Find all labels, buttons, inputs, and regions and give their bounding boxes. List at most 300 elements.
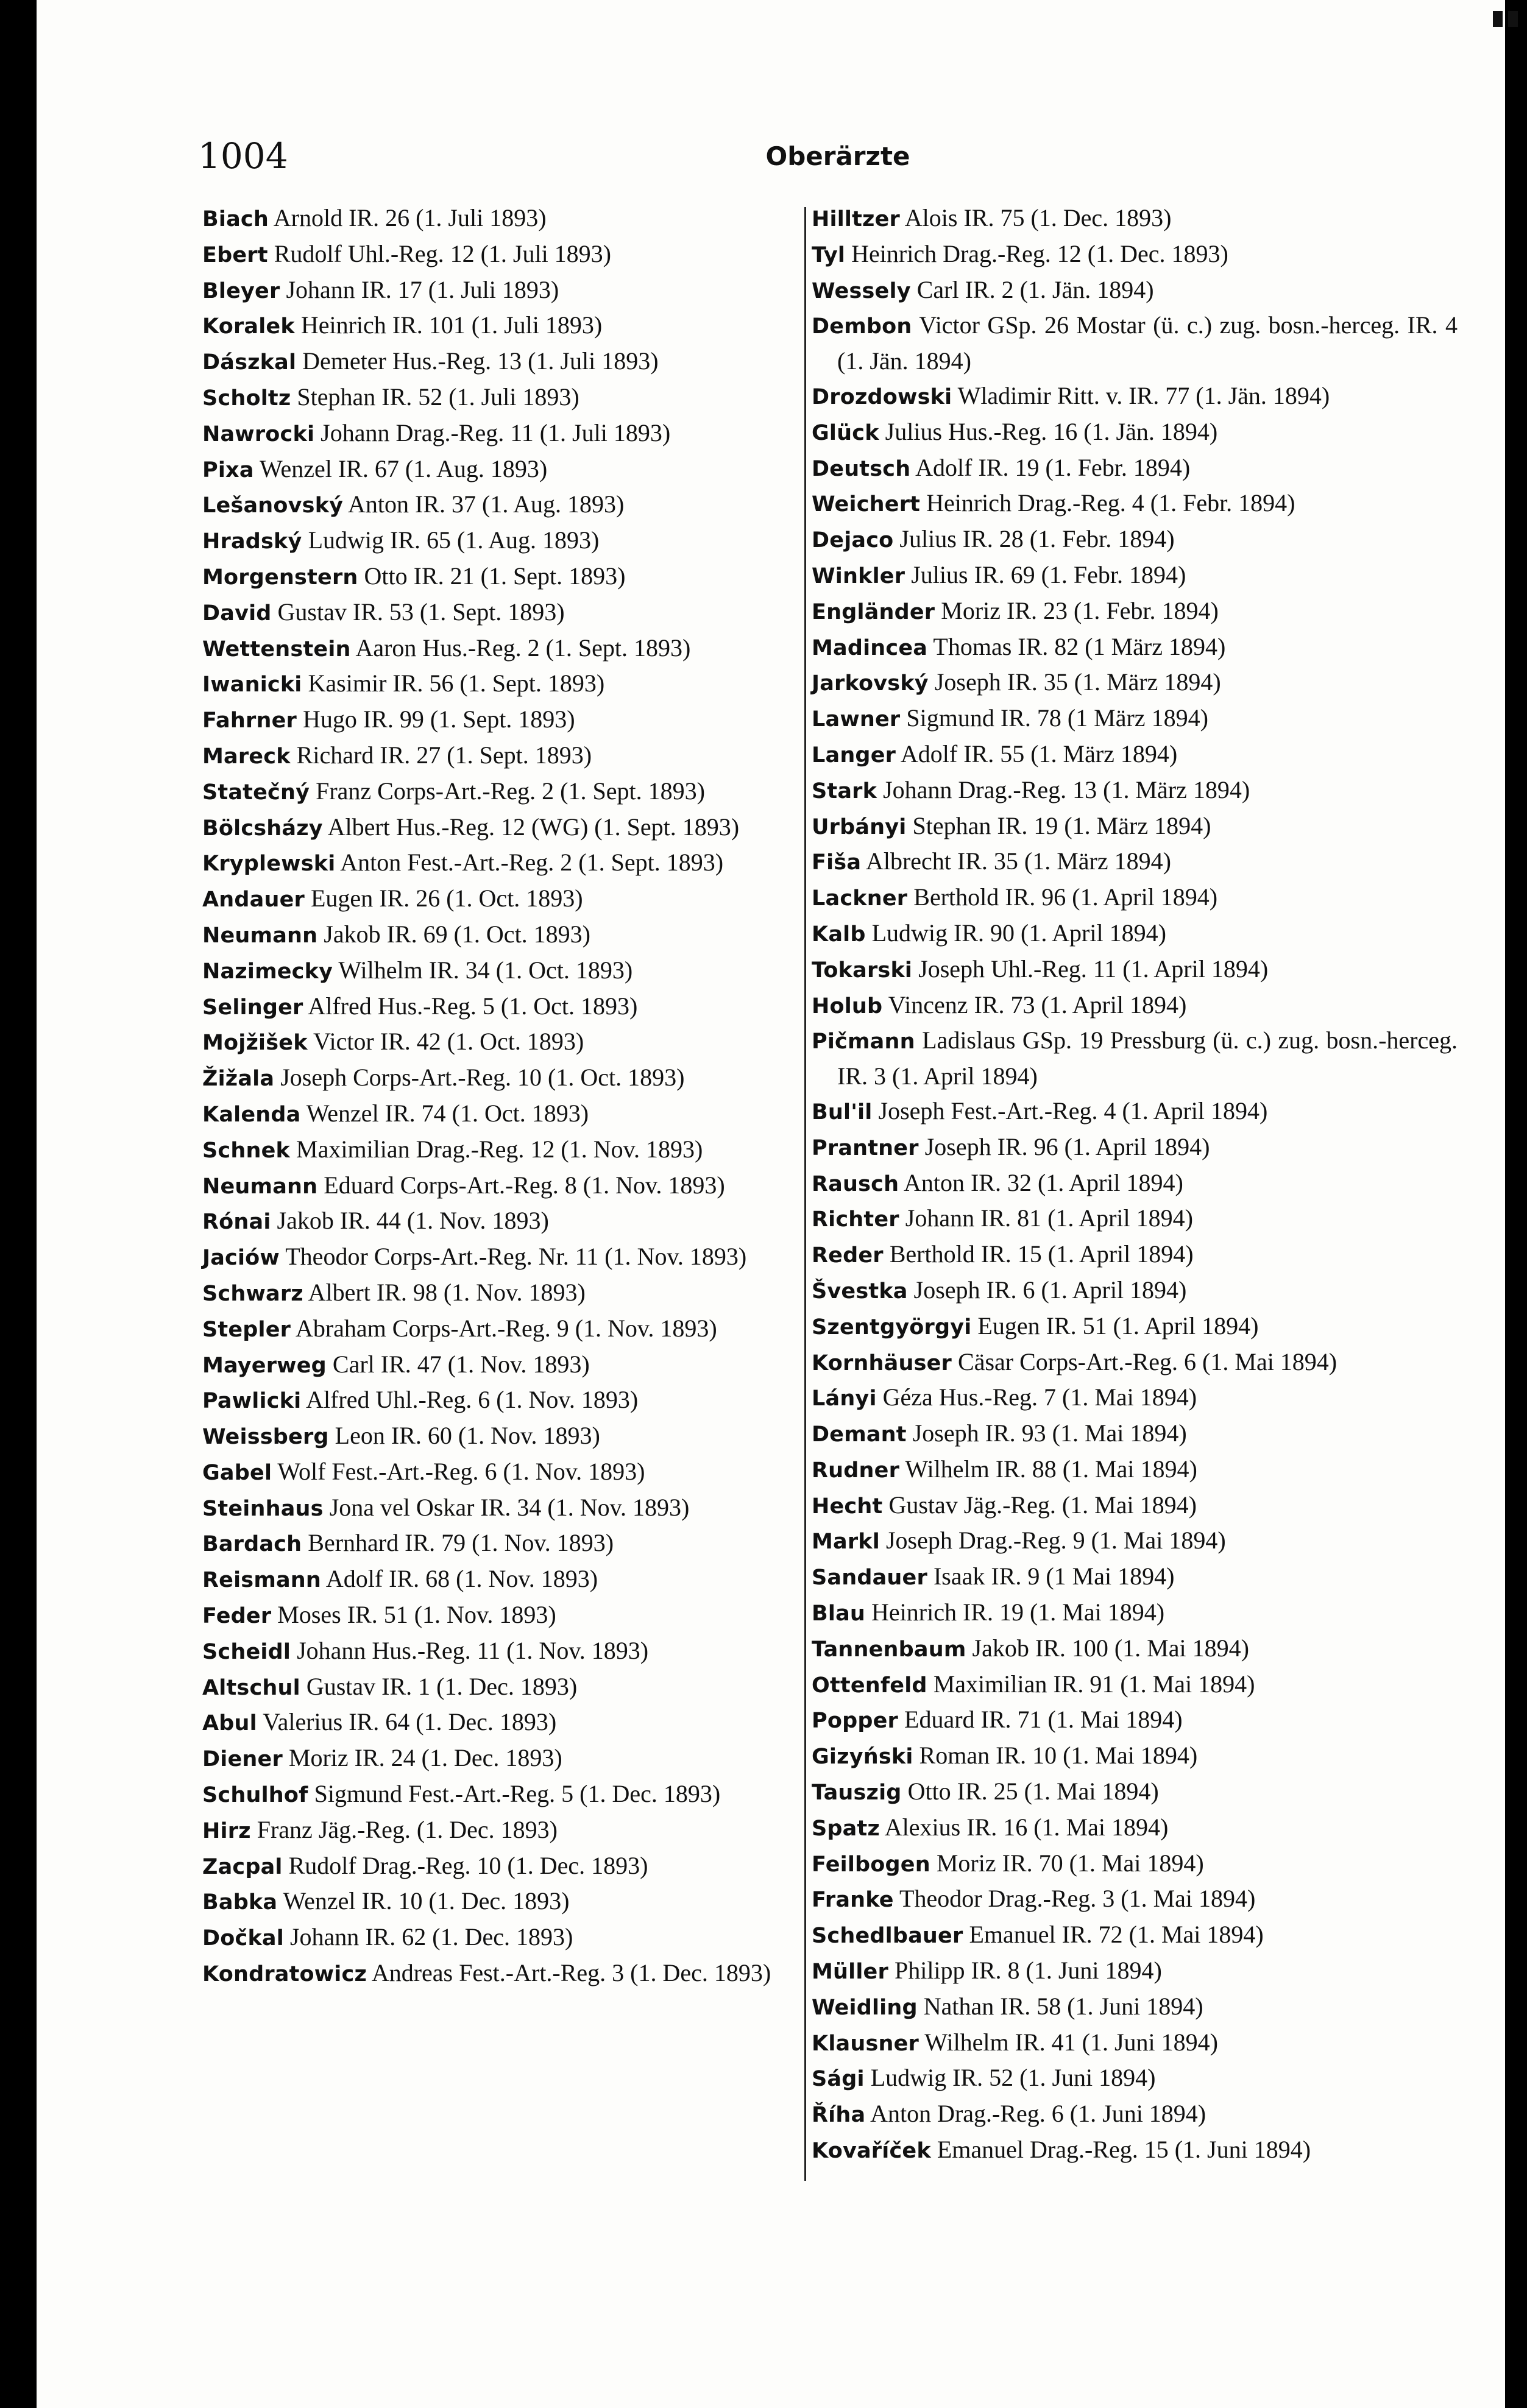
- entry-surname: Ebert: [202, 242, 268, 267]
- entry-details: Arnold IR. 26 (1. Juli 1893): [273, 204, 547, 231]
- scan-marker: [1493, 11, 1503, 27]
- entry-surname: Schwarz: [202, 1281, 303, 1306]
- entry-details: Isaak IR. 9 (1 Mai 1894): [933, 1562, 1175, 1591]
- entry-details: Eduard IR. 71 (1. Mai 1894): [904, 1706, 1183, 1734]
- entry-details: Heinrich IR. 101 (1. Juli 1893): [300, 311, 603, 339]
- right-column: [812, 201, 1458, 2169]
- entry-details: Andreas Fest.-Art.-Reg. 3 (1. Dec. 1893): [371, 1959, 771, 1987]
- list-entry: [202, 953, 823, 989]
- entry-surname: Tauszig: [812, 1781, 902, 1806]
- list-entry: [812, 1201, 1458, 1237]
- list-entry: [812, 1130, 1458, 1166]
- entry-details: Sigmund IR. 78 (1 März 1894): [906, 704, 1208, 732]
- entry-surname: Žižala: [202, 1067, 275, 1092]
- entry-surname: Popper: [812, 1709, 899, 1734]
- list-entry: [202, 1312, 823, 1347]
- entry-details: Wenzel IR. 67 (1. Aug. 1893): [259, 454, 548, 482]
- entry-details: Albert Hus.-Reg. 12 (WG) (1. Sept. 1893): [327, 813, 740, 841]
- entry-details: Joseph IR. 35 (1. März 1894): [934, 668, 1221, 696]
- entry-surname: Demant: [812, 1422, 907, 1447]
- list-entry: [202, 487, 823, 523]
- entry-surname: Diener: [202, 1747, 283, 1772]
- list-entry: [202, 416, 823, 452]
- entry-details: Leon IR. 60 (1. Nov. 1893): [335, 1422, 600, 1450]
- list-entry: [202, 308, 823, 344]
- list-entry: [812, 988, 1458, 1024]
- entry-details: Adolf IR. 68 (1. Nov. 1893): [325, 1565, 598, 1593]
- list-entry: [812, 1524, 1458, 1559]
- entry-surname: Jaciów: [202, 1246, 280, 1271]
- entry-surname: Weidling: [812, 1995, 918, 2020]
- list-entry: [202, 1419, 823, 1455]
- list-entry: [812, 1237, 1458, 1273]
- list-entry: [202, 1741, 823, 1777]
- entry-surname: Engländer: [812, 599, 935, 624]
- list-entry: [812, 1452, 1458, 1488]
- entry-details: Jakob IR. 44 (1. Nov. 1893): [277, 1207, 549, 1235]
- entry-details: Jakob IR. 100 (1. Mai 1894): [972, 1634, 1249, 1662]
- entry-surname: Rausch: [812, 1171, 899, 1196]
- entry-surname: Schnek: [202, 1138, 291, 1163]
- entry-surname: Kalb: [812, 922, 866, 947]
- entry-surname: Pawlicki: [202, 1389, 302, 1414]
- entry-surname: Stepler: [202, 1317, 291, 1342]
- entry-details: Vincenz IR. 73 (1. April 1894): [888, 990, 1187, 1019]
- list-entry: [812, 773, 1458, 809]
- entry-surname: Blau: [812, 1601, 866, 1626]
- entry-details: Moses IR. 51 (1. Nov. 1893): [277, 1601, 556, 1629]
- entry-surname: Urbányi: [812, 814, 907, 839]
- entry-surname: Prantner: [812, 1135, 919, 1160]
- list-entry: [202, 1598, 823, 1634]
- list-entry: [812, 1094, 1458, 1130]
- entry-details: Ladislaus GSp. 19 Pressburg (ü. c.) zug. bosn.-herceg. IR. 3 (1. April 1894): [837, 1026, 1458, 1090]
- left-column: [202, 201, 823, 1992]
- entry-details: Eugen IR. 51 (1. April 1894): [977, 1312, 1259, 1340]
- entry-surname: Iwanicki: [202, 673, 302, 697]
- entry-details: Maximilian Drag.-Reg. 12 (1. Nov. 1893): [296, 1135, 703, 1163]
- entry-details: Anton Fest.-Art.-Reg. 2 (1. Sept. 1893): [340, 849, 724, 877]
- entry-surname: Nawrocki: [202, 422, 315, 447]
- entry-surname: Bölcsházy: [202, 816, 323, 841]
- list-entry: [812, 237, 1458, 273]
- entry-details: Carl IR. 2 (1. Jän. 1894): [916, 275, 1154, 303]
- entry-surname: Neumann: [202, 923, 318, 948]
- entry-surname: Statečný: [202, 780, 310, 805]
- list-entry: [202, 631, 823, 667]
- list-entry: [202, 1347, 823, 1383]
- entry-details: Johann Hus.-Reg. 11 (1. Nov. 1893): [297, 1636, 649, 1664]
- list-entry: [812, 1846, 1458, 1882]
- entry-details: Victor GSp. 26 Mostar (ü. c.) zug. bosn.-herceg. IR. 4 (1. Jän. 1894): [837, 311, 1458, 375]
- list-entry: [812, 558, 1458, 594]
- entry-details: Johann IR. 62 (1. Dec. 1893): [289, 1923, 573, 1951]
- entry-details: Otto IR. 25 (1. Mai 1894): [907, 1778, 1159, 1806]
- scan-marker: [1508, 11, 1518, 27]
- list-entry: [812, 916, 1458, 952]
- entry-surname: Hirz: [202, 1818, 251, 1843]
- entry-details: Joseph IR. 96 (1. April 1894): [924, 1132, 1210, 1160]
- list-entry: [202, 1670, 823, 1706]
- entry-details: Wilhelm IR. 88 (1. Mai 1894): [905, 1455, 1197, 1483]
- list-entry: [202, 1025, 823, 1061]
- list-entry: [812, 1739, 1458, 1774]
- entry-details: Heinrich IR. 19 (1. Mai 1894): [871, 1598, 1165, 1626]
- entry-surname: Sandauer: [812, 1566, 927, 1591]
- list-entry: [202, 559, 823, 595]
- entry-surname: Wessely: [812, 278, 911, 303]
- entry-surname: Lackner: [812, 886, 908, 911]
- list-entry: [202, 1920, 823, 1956]
- list-entry: [812, 1595, 1458, 1631]
- running-head: Oberärzte: [765, 141, 910, 171]
- entry-surname: Spatz: [812, 1816, 880, 1841]
- entry-details: Albrecht IR. 35 (1. März 1894): [865, 847, 1171, 875]
- entry-details: Rudolf Drag.-Reg. 10 (1. Dec. 1893): [288, 1851, 648, 1879]
- entry-details: Stephan IR. 19 (1. März 1894): [912, 811, 1211, 839]
- list-entry: [812, 1918, 1458, 1954]
- entry-details: Wolf Fest.-Art.-Reg. 6 (1. Nov. 1893): [277, 1457, 645, 1485]
- list-entry: [202, 917, 823, 953]
- list-entry: [812, 486, 1458, 522]
- list-entry: [812, 522, 1458, 558]
- entry-surname: Abul: [202, 1711, 257, 1736]
- list-entry: [202, 1562, 823, 1598]
- list-entry: [812, 1703, 1458, 1739]
- entry-details: Franz Jäg.-Reg. (1. Dec. 1893): [257, 1815, 558, 1843]
- entry-details: Julius IR. 28 (1. Febr. 1894): [899, 525, 1175, 553]
- entry-surname: Lešanovský: [202, 493, 344, 518]
- entry-surname: Müller: [812, 1960, 888, 1985]
- list-entry: [202, 738, 823, 774]
- entry-details: Stephan IR. 52 (1. Juli 1893): [297, 383, 579, 411]
- list-entry: [202, 881, 823, 917]
- entry-details: Philipp IR. 8 (1. Juni 1894): [894, 1957, 1162, 1985]
- entry-details: Joseph Drag.-Reg. 9 (1. Mai 1894): [885, 1527, 1226, 1555]
- entry-surname: Švestka: [812, 1279, 908, 1304]
- entry-surname: Koralek: [202, 314, 295, 339]
- entry-details: Heinrich Drag.-Reg. 4 (1. Febr. 1894): [926, 489, 1295, 517]
- entry-details: Kasimir IR. 56 (1. Sept. 1893): [308, 669, 605, 697]
- page-number: 1004: [198, 135, 288, 177]
- entry-surname: Mayerweg: [202, 1353, 327, 1378]
- entry-surname: Schedlbauer: [812, 1924, 963, 1949]
- list-entry: [812, 1954, 1458, 1990]
- entry-details: Albert IR. 98 (1. Nov. 1893): [308, 1278, 586, 1306]
- entry-surname: Fiša: [812, 850, 862, 875]
- list-entry: [202, 702, 823, 738]
- list-entry: [202, 1276, 823, 1312]
- list-entry: [202, 1096, 823, 1132]
- entry-surname: Lawner: [812, 707, 901, 732]
- entry-details: Wenzel IR. 74 (1. Oct. 1893): [306, 1099, 589, 1127]
- entry-surname: Ottenfeld: [812, 1673, 927, 1698]
- list-entry: [812, 1810, 1458, 1846]
- list-entry: [812, 379, 1458, 415]
- entry-details: Nathan IR. 58 (1. Juni 1894): [923, 1992, 1203, 2020]
- list-entry: [812, 1380, 1458, 1416]
- entry-surname: Glück: [812, 420, 879, 445]
- entry-surname: Feder: [202, 1604, 272, 1629]
- list-entry: [202, 810, 823, 846]
- entry-details: Joseph Corps-Art.-Reg. 10 (1. Oct. 1893): [280, 1064, 685, 1092]
- entry-details: Rudolf Uhl.-Reg. 12 (1. Juli 1893): [274, 239, 612, 267]
- list-entry: [202, 201, 823, 237]
- entry-surname: Pixa: [202, 457, 254, 482]
- entry-details: Eduard Corps-Art.-Reg. 8 (1. Nov. 1893): [324, 1171, 725, 1199]
- entry-surname: Szentgyörgyi: [812, 1315, 972, 1340]
- entry-surname: Klausner: [812, 2031, 919, 2056]
- entry-details: Johann Drag.-Reg. 13 (1. März 1894): [883, 775, 1250, 803]
- entry-details: Joseph IR. 6 (1. April 1894): [913, 1276, 1187, 1304]
- entry-surname: Weissberg: [202, 1425, 329, 1450]
- entry-surname: Tannenbaum: [812, 1637, 966, 1662]
- entry-details: Bernhard IR. 79 (1. Nov. 1893): [308, 1529, 614, 1557]
- list-entry: [812, 952, 1458, 988]
- entry-details: Emanuel Drag.-Reg. 15 (1. Juni 1894): [937, 2136, 1311, 2164]
- entry-details: Aaron Hus.-Reg. 2 (1. Sept. 1893): [355, 634, 691, 662]
- list-entry: [202, 237, 823, 273]
- entry-details: Otto IR. 21 (1. Sept. 1893): [364, 562, 626, 590]
- entry-surname: Stark: [812, 779, 877, 803]
- entry-surname: Kryplewski: [202, 852, 336, 877]
- list-entry: [812, 1882, 1458, 1918]
- list-entry: [812, 1631, 1458, 1667]
- entry-details: Carl IR. 47 (1. Nov. 1893): [332, 1350, 590, 1378]
- list-entry: [812, 809, 1458, 845]
- list-entry: [812, 1309, 1458, 1345]
- entry-surname: Hecht: [812, 1494, 883, 1519]
- list-entry: [202, 1884, 823, 1920]
- list-entry: [202, 595, 823, 631]
- entry-surname: Nazimecky: [202, 959, 333, 984]
- list-entry: [812, 1345, 1458, 1381]
- entry-surname: Mareck: [202, 744, 291, 769]
- list-entry: [812, 1273, 1458, 1309]
- list-entry: [812, 1166, 1458, 1202]
- list-entry: [202, 1777, 823, 1813]
- entry-details: Johann IR. 81 (1. April 1894): [905, 1204, 1193, 1232]
- list-entry: [812, 273, 1458, 309]
- entry-details: Abraham Corps-Art.-Reg. 9 (1. Nov. 1893): [295, 1314, 717, 1342]
- list-entry: [812, 1667, 1458, 1703]
- list-entry: [202, 989, 823, 1025]
- entry-details: Johann Drag.-Reg. 11 (1. Juli 1893): [321, 418, 671, 447]
- entry-details: Wilhelm IR. 34 (1. Oct. 1893): [338, 956, 633, 984]
- entry-details: Maximilian IR. 91 (1. Mai 1894): [933, 1670, 1255, 1698]
- list-entry: [812, 630, 1458, 666]
- entry-surname: Holub: [812, 994, 883, 1019]
- entry-surname: Dočkal: [202, 1926, 284, 1951]
- entry-details: Valerius IR. 64 (1. Dec. 1893): [263, 1708, 557, 1736]
- entry-details: Joseph Fest.-Art.-Reg. 4 (1. April 1894): [878, 1096, 1268, 1125]
- entry-details: Theodor Corps-Art.-Reg. Nr. 11 (1. Nov. 1893): [285, 1243, 747, 1271]
- entry-details: Thomas IR. 82 (1 März 1894): [933, 632, 1226, 660]
- entry-surname: Franke: [812, 1888, 894, 1913]
- entry-surname: Markl: [812, 1530, 880, 1555]
- list-entry: [812, 451, 1458, 487]
- entry-surname: Jarkovský: [812, 671, 929, 696]
- column-divider: [804, 207, 806, 2181]
- entry-surname: Steinhaus: [202, 1496, 324, 1521]
- entry-details: Moriz IR. 24 (1. Dec. 1893): [288, 1744, 562, 1772]
- entry-details: Ludwig IR. 90 (1. April 1894): [871, 919, 1166, 947]
- entry-details: Richard IR. 27 (1. Sept. 1893): [296, 741, 592, 769]
- entry-details: Eugen IR. 26 (1. Oct. 1893): [311, 884, 583, 913]
- list-entry: [812, 594, 1458, 630]
- list-entry: [202, 1491, 823, 1527]
- entry-details: Berthold IR. 15 (1. April 1894): [889, 1240, 1194, 1268]
- list-entry: [202, 666, 823, 702]
- entry-surname: Bleyer: [202, 278, 280, 303]
- entry-surname: Weichert: [812, 492, 921, 517]
- entry-surname: Pičmann: [812, 1029, 915, 1054]
- entry-surname: Scholtz: [202, 386, 291, 411]
- entry-surname: Scheidl: [202, 1639, 291, 1664]
- entry-details: Wladimir Ritt. v. IR. 77 (1. Jän. 1894): [957, 381, 1330, 409]
- list-entry: [812, 1774, 1458, 1810]
- list-entry: [812, 1488, 1458, 1524]
- entry-surname: Tokarski: [812, 958, 913, 983]
- entry-details: Alfred Hus.-Reg. 5 (1. Oct. 1893): [308, 992, 638, 1020]
- entry-details: Heinrich Drag.-Reg. 12 (1. Dec. 1893): [851, 239, 1228, 267]
- entry-surname: Lányi: [812, 1386, 877, 1411]
- entry-details: Alfred Uhl.-Reg. 6 (1. Nov. 1893): [306, 1386, 639, 1414]
- list-entry: [202, 273, 823, 309]
- entry-surname: Andauer: [202, 888, 305, 913]
- entry-details: Roman IR. 10 (1. Mai 1894): [919, 1742, 1198, 1770]
- entry-surname: Rónai: [202, 1210, 271, 1235]
- list-entry: [812, 2061, 1458, 2097]
- entry-surname: Sági: [812, 2067, 865, 2092]
- list-entry: [812, 1559, 1458, 1595]
- entry-details: Moriz IR. 23 (1. Febr. 1894): [941, 596, 1219, 624]
- entry-details: Berthold IR. 96 (1. April 1894): [913, 883, 1218, 911]
- entry-details: Emanuel IR. 72 (1. Mai 1894): [969, 1921, 1264, 1949]
- list-entry: [202, 1956, 823, 1992]
- list-entry: [202, 1383, 823, 1419]
- list-entry: [812, 1990, 1458, 2025]
- entry-surname: Gizyński: [812, 1745, 913, 1770]
- entry-details: Géza Hus.-Reg. 7 (1. Mai 1894): [882, 1383, 1197, 1411]
- list-entry: [812, 665, 1458, 701]
- entry-surname: Feilbogen: [812, 1852, 930, 1877]
- entry-details: Gustav IR. 1 (1. Dec. 1893): [306, 1672, 578, 1700]
- list-entry: [812, 701, 1458, 737]
- entry-surname: Dembon: [812, 314, 912, 339]
- list-entry: [202, 452, 823, 488]
- entry-surname: Madincea: [812, 635, 928, 660]
- list-entry: [812, 2025, 1458, 2061]
- list-entry: [202, 774, 823, 810]
- entry-surname: David: [202, 601, 272, 626]
- document-page: [37, 0, 1505, 2408]
- entry-details: Ludwig IR. 65 (1. Aug. 1893): [308, 526, 600, 554]
- entry-surname: Morgenstern: [202, 565, 358, 590]
- entry-surname: Říha: [812, 2103, 866, 2128]
- entry-details: Joseph IR. 93 (1. Mai 1894): [912, 1419, 1187, 1447]
- entry-surname: Winkler: [812, 563, 905, 588]
- list-entry: [202, 1204, 823, 1240]
- list-entry: [812, 880, 1458, 916]
- entry-details: Demeter Hus.-Reg. 13 (1. Juli 1893): [302, 347, 659, 375]
- entry-surname: Bardach: [202, 1532, 302, 1557]
- entry-details: Victor IR. 42 (1. Oct. 1893): [313, 1028, 584, 1056]
- entry-surname: Fahrner: [202, 708, 297, 733]
- entry-surname: Zacpal: [202, 1854, 283, 1879]
- list-entry: [812, 415, 1458, 451]
- entry-surname: Selinger: [202, 995, 303, 1020]
- entry-details: Johann IR. 17 (1. Juli 1893): [286, 275, 559, 303]
- entry-details: Julius IR. 69 (1. Febr. 1894): [911, 560, 1186, 588]
- entry-surname: Kornhäuser: [812, 1351, 952, 1375]
- entry-details: Anton IR. 32 (1. April 1894): [903, 1168, 1183, 1196]
- entry-details: Sigmund Fest.-Art.-Reg. 5 (1. Dec. 1893): [314, 1780, 721, 1808]
- list-entry: [202, 344, 823, 380]
- entry-details: Gustav IR. 53 (1. Sept. 1893): [277, 598, 565, 626]
- entry-details: Alois IR. 75 (1. Dec. 1893): [904, 204, 1172, 231]
- list-entry: [202, 1813, 823, 1849]
- list-entry: [202, 1634, 823, 1670]
- list-entry: [812, 308, 1458, 379]
- entry-details: Anton Drag.-Reg. 6 (1. Juni 1894): [870, 2100, 1206, 2128]
- entry-surname: Richter: [812, 1207, 899, 1232]
- entry-surname: Hilltzer: [812, 207, 900, 231]
- list-entry: [202, 1132, 823, 1168]
- entry-details: Ludwig IR. 52 (1. Juni 1894): [870, 2064, 1156, 2092]
- list-entry: [812, 2097, 1458, 2133]
- entry-surname: Deutsch: [812, 456, 911, 481]
- list-entry: [202, 1526, 823, 1562]
- entry-details: Franz Corps-Art.-Reg. 2 (1. Sept. 1893): [316, 777, 705, 805]
- list-entry: [812, 1023, 1458, 1094]
- entry-surname: Wettenstein: [202, 637, 351, 662]
- entry-surname: Drozdowski: [812, 384, 952, 409]
- entry-details: Wilhelm IR. 41 (1. Juni 1894): [924, 2028, 1218, 2056]
- list-entry: [202, 1168, 823, 1204]
- list-entry: [202, 1849, 823, 1885]
- entry-surname: Reder: [812, 1243, 884, 1268]
- list-entry: [812, 2133, 1458, 2169]
- list-entry: [812, 201, 1458, 237]
- entry-surname: Tyl: [812, 242, 846, 267]
- entry-details: Cäsar Corps-Art.-Reg. 6 (1. Mai 1894): [958, 1347, 1337, 1375]
- entry-surname: Bul'il: [812, 1100, 873, 1125]
- entry-surname: Rudner: [812, 1458, 900, 1483]
- entry-details: Julius Hus.-Reg. 16 (1. Jän. 1894): [885, 417, 1218, 445]
- entry-details: Gustav Jäg.-Reg. (1. Mai 1894): [888, 1491, 1197, 1519]
- entry-details: Joseph Uhl.-Reg. 11 (1. April 1894): [918, 955, 1269, 983]
- entry-details: Jona vel Oskar IR. 34 (1. Nov. 1893): [329, 1493, 690, 1521]
- entry-surname: Kalenda: [202, 1102, 301, 1127]
- entry-surname: Kovaříček: [812, 2139, 931, 2164]
- entry-surname: Mojžišek: [202, 1031, 308, 1056]
- entry-surname: Babka: [202, 1890, 278, 1915]
- list-entry: [812, 737, 1458, 773]
- entry-surname: Kondratowicz: [202, 1962, 367, 1987]
- list-entry: [202, 380, 823, 416]
- entry-surname: Schulhof: [202, 1783, 308, 1808]
- entry-surname: Biach: [202, 207, 269, 231]
- list-entry: [202, 1061, 823, 1096]
- list-entry: [812, 844, 1458, 880]
- entry-surname: Dászkal: [202, 350, 297, 375]
- entry-details: Anton IR. 37 (1. Aug. 1893): [348, 490, 625, 518]
- entry-surname: Reismann: [202, 1568, 322, 1593]
- entry-details: Hugo IR. 99 (1. Sept. 1893): [302, 705, 575, 733]
- entry-surname: Altschul: [202, 1675, 300, 1700]
- list-entry: [812, 1416, 1458, 1452]
